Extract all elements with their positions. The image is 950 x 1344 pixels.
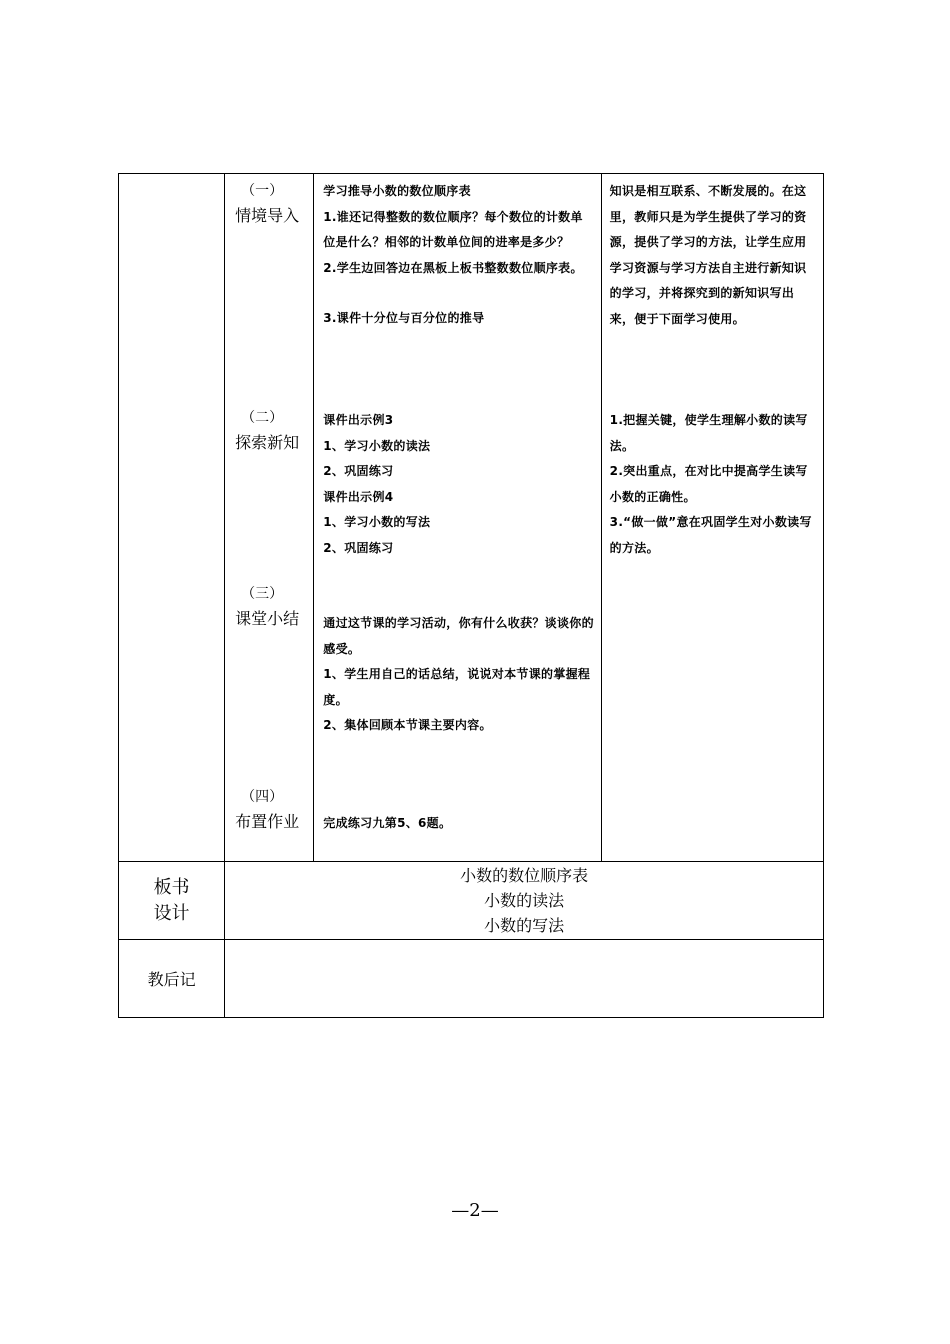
content-line: 2、巩固练习 (323, 464, 394, 478)
board-line: 小数的读法 (484, 891, 565, 910)
content-line: 学习推导小数的数位顺序表 (323, 184, 471, 198)
board-design-row (119, 862, 824, 940)
content-line: 1.谁还记得整数的数位顺序？每个数位的计数单位是什么？相邻的计数单位间的进率是多少？ (323, 209, 583, 249)
stage-number: （一） (241, 183, 284, 199)
stage-2 (235, 405, 313, 581)
stage-name: 探索新知 (235, 433, 300, 452)
content-line: 完成练习九第5、6题。 (323, 816, 452, 830)
content-line: 1、学习小数的读法 (323, 438, 431, 453)
stage-3 (235, 581, 313, 784)
stage-name: 课堂小结 (235, 609, 300, 628)
content-block-2 (323, 408, 594, 611)
content-line: 2、集体回顾本节课主要内容。 (323, 718, 492, 732)
blank-left-cell (119, 174, 225, 862)
content-line: 2.学生边回答边在黑板上板书整数数位顺序表。 (323, 260, 583, 275)
board-line: 小数的数位顺序表 (460, 866, 589, 885)
after-class-label: 教后记 (119, 940, 225, 1018)
stage-name: 布置作业 (235, 812, 300, 831)
process-row (119, 174, 824, 862)
stage-number: （四） (241, 789, 284, 805)
content-line: 课件出示例3 (323, 413, 394, 427)
board-design-content (225, 862, 824, 940)
stage-number: （三） (241, 586, 284, 602)
content-line: 2、巩固练习 (323, 540, 394, 555)
content-line: 通过这节课的学习活动，你有什么收获？谈谈你的感受。 (323, 616, 594, 656)
lesson-plan-table (118, 173, 824, 1018)
intent-column (601, 174, 823, 862)
intent-line: 2.突出重点，在对比中提高学生读写小数的正确性。 (609, 464, 808, 504)
intent-line: 3.“做一做”意在巩固学生对小数读写的方法。 (609, 515, 812, 555)
board-label-line: 板书 (153, 876, 190, 898)
page-number: —2— (451, 1200, 499, 1221)
content-column (314, 174, 601, 862)
intent-line: 1.把握关键，使学生理解小数的读写法。 (609, 413, 808, 453)
stage-name: 情境导入 (235, 206, 300, 225)
content-line: 1、学习小数的写法 (323, 515, 431, 529)
stage-number: （二） (241, 410, 284, 426)
after-class-content (225, 940, 824, 1018)
board-design-label (119, 862, 225, 940)
stage-4 (235, 784, 313, 834)
content-block-1 (323, 179, 594, 408)
content-block-3 (323, 611, 594, 811)
stage-1 (235, 178, 313, 405)
board-line: 小数的写法 (484, 916, 565, 935)
content-line: 1、学生用自己的话总结，说说对本节课的掌握程度。 (323, 667, 591, 707)
after-class-row (119, 940, 824, 1018)
content-block-4 (323, 811, 594, 837)
board-label-line: 设计 (153, 902, 190, 924)
intent-note-1: 知识是相互联系、不断发展的。在这里，教师只是为学生提供了学习的资源，提供了学习的方法，让学生应用学习资源与学习方法自主进行新知识的学习，并将探究到的新知识写出来，便于下面学习使用。 (609, 184, 807, 326)
content-line: 3.课件十分位与百分位的推导 (323, 311, 485, 325)
content-line: 课件出示例4 (323, 489, 394, 504)
stage-column (225, 174, 314, 862)
